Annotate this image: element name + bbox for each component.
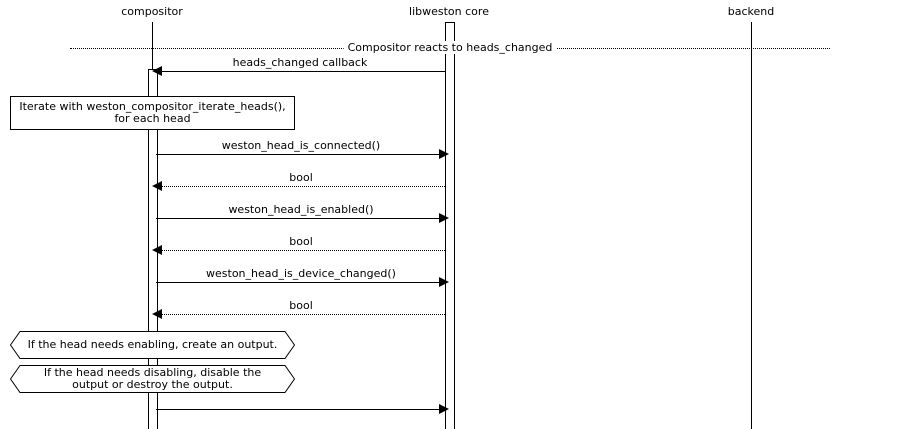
message-label-weston-head-is-device-changed: weston_head_is_device_changed() — [206, 267, 396, 280]
note-head-needs-enabling — [10, 331, 295, 359]
arrow-head-weston-head-is-connected — [439, 149, 449, 159]
arrow-head-bool-1 — [152, 181, 162, 191]
note-head-needs-disabling-text: If the head needs disabling, disable the output or destroy the output. — [43, 366, 262, 391]
lifeline-label-compositor: compositor — [121, 5, 183, 18]
message-line-bool-2 — [162, 250, 445, 251]
message-label-weston-head-is-enabled: weston_head_is_enabled() — [228, 203, 374, 216]
message-line-weston-head-is-connected — [156, 154, 441, 155]
message-line-weston-head-is-device-changed — [156, 282, 441, 283]
lifeline-label-libweston-core: libweston core — [409, 5, 489, 18]
arrow-head-heads-changed-callback — [152, 66, 162, 76]
note-iterate-heads — [10, 96, 295, 130]
arrow-head-final — [439, 404, 449, 414]
message-line-heads-changed-callback — [156, 71, 445, 72]
message-line-bool-1 — [162, 186, 445, 187]
note-iterate-heads-text: Iterate with weston_compositor_iterate_heads(), for each head — [19, 100, 286, 125]
arrow-head-bool-2 — [152, 245, 162, 255]
note-head-needs-enabling-text: If the head needs enabling, create an output. — [27, 338, 278, 351]
message-line-bool-3 — [162, 314, 445, 315]
message-label-bool-1: bool — [289, 171, 313, 184]
arrow-head-weston-head-is-device-changed — [439, 277, 449, 287]
activation-libweston-core — [445, 22, 455, 429]
message-line-weston-head-is-enabled — [156, 218, 441, 219]
lifeline-label-backend: backend — [727, 5, 775, 18]
arrow-head-bool-3 — [152, 309, 162, 319]
message-label-bool-3: bool — [289, 299, 313, 312]
message-line-final — [156, 409, 441, 410]
fragment-divider-label: Compositor reacts to heads_changed — [344, 41, 557, 54]
lifeline-backend — [751, 22, 752, 429]
message-label-weston-head-is-connected: weston_head_is_connected() — [221, 139, 381, 152]
message-label-bool-2: bool — [289, 235, 313, 248]
message-label-heads-changed-callback: heads_changed callback — [232, 56, 368, 69]
note-head-needs-disabling — [10, 365, 295, 393]
arrow-head-weston-head-is-enabled — [439, 213, 449, 223]
